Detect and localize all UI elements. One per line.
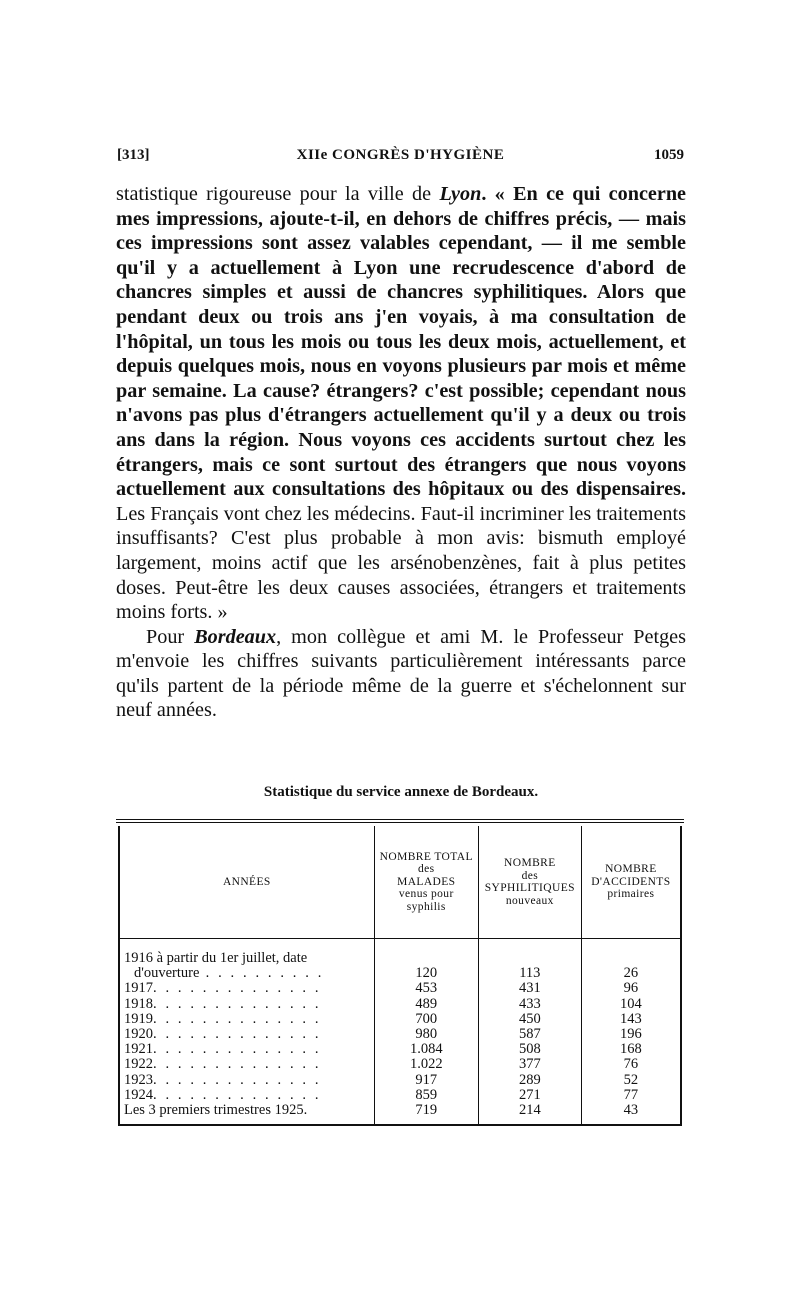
syph-cell: 289 bbox=[478, 1073, 581, 1088]
syph-cell: 508 bbox=[478, 1042, 581, 1057]
table-title: Statistique du service annexe de Bordeaux. bbox=[263, 784, 539, 800]
syph-cell: 113 bbox=[478, 939, 581, 982]
total-cell: 917 bbox=[374, 1073, 478, 1088]
year-cell: 1916 à partir du 1er juillet, date d'ouverture . . . . . . . . . . bbox=[119, 939, 374, 982]
table-row bbox=[119, 1103, 681, 1125]
year-cell: 1918. . . . . . . . . . . . . . bbox=[119, 997, 374, 1012]
prim-cell: 143 bbox=[581, 1012, 681, 1027]
city-lyon: Lyon bbox=[439, 183, 482, 205]
prim-cell: 76 bbox=[581, 1057, 681, 1072]
body-text bbox=[116, 182, 686, 723]
prim-cell: 196 bbox=[581, 1027, 681, 1042]
prim-cell: 77 bbox=[581, 1088, 681, 1103]
total-cell: 489 bbox=[374, 997, 478, 1012]
syph-cell: 214 bbox=[478, 1103, 581, 1125]
paragraph-bordeaux: Pour Bordeaux, mon collègue et ami M. le Professeur Petges m'envoie les chiffres suivants particulièrement intéressants parce qu'ils partent de la période même de la guerre et s'échelonnent sur neuf années. bbox=[116, 625, 686, 722]
quote-light-part: Les Français vont chez les médecins. Faut-il incriminer les traitements insuffisants? C'est plus probable à mon avis: bismuth employé largement, moins actif que les arsénobenzènes, fait à plus petites doses. Peut-être les deux causes associées, étrangers et traitements moins forts. » bbox=[116, 502, 686, 624]
table-row bbox=[119, 939, 681, 982]
section-number: [313] bbox=[117, 147, 150, 163]
table-row bbox=[119, 1027, 681, 1042]
total-cell: 700 bbox=[374, 1012, 478, 1027]
table-row bbox=[119, 981, 681, 996]
table-top-rule-inner bbox=[116, 822, 684, 823]
header-total-patients: NOMBRE TOTAL des MALADES venus pour syphilis bbox=[374, 826, 478, 939]
total-cell: 1.084 bbox=[374, 1042, 478, 1057]
table-row bbox=[119, 1057, 681, 1072]
syph-cell: 431 bbox=[478, 981, 581, 996]
header-new-syphilitics: NOMBRE des SYPHILITIQUES nouveaux bbox=[478, 826, 581, 939]
stat-table bbox=[118, 826, 682, 1126]
syph-cell: 377 bbox=[478, 1057, 581, 1072]
year-cell: 1922. . . . . . . . . . . . . . bbox=[119, 1057, 374, 1072]
year-cell: 1921. . . . . . . . . . . . . . bbox=[119, 1042, 374, 1057]
total-cell: 859 bbox=[374, 1088, 478, 1103]
table-top-rule bbox=[116, 819, 684, 820]
total-cell: 453 bbox=[374, 981, 478, 996]
prim-cell: 26 bbox=[581, 939, 681, 982]
running-header bbox=[117, 147, 684, 169]
year-cell: 1917. . . . . . . . . . . . . . bbox=[119, 981, 374, 996]
table-row bbox=[119, 997, 681, 1012]
year-cell: 1919. . . . . . . . . . . . . . bbox=[119, 1012, 374, 1027]
table-row bbox=[119, 1042, 681, 1057]
header-primary-accidents: NOMBRE D'ACCIDENTS primaires bbox=[581, 826, 681, 939]
header-years: ANNÉES bbox=[119, 826, 374, 939]
table-row bbox=[119, 1073, 681, 1088]
table-row bbox=[119, 1088, 681, 1103]
total-cell: 719 bbox=[374, 1103, 478, 1125]
syph-cell: 433 bbox=[478, 997, 581, 1012]
syph-cell: 271 bbox=[478, 1088, 581, 1103]
table-row bbox=[119, 1012, 681, 1027]
paragraph-lyon: statistique rigoureuse pour la ville de Lyon. « En ce qui concerne mes impressions, ajoute-t-il, en dehors de chiffres précis, — mais ces impressions sont assez valables cependant, — il me semble qu'il y a actuellement à Lyon une recrudescence d'abord de chancres simples et aussi de chancres syphilitiques. Alors que pendant deux ou trois ans j'en voyais, à ma consultation de l'hôpital, un tous les mois ou tous les deux mois, actuellement, et depuis quelques mois, nous en voyons plusieurs par mois et même par semaine. La cause? étrangers? c'est possible; cependant nous n'avons pas plus d'étrangers actuellement qu'il y a deux ou trois ans dans la région. Nous voyons ces accidents surtout chez les étrangers, mais ce sont surtout des étrangers que nous voyons actuellement aux consultations des hôpitaux ou des dispensaires. Les Français vont chez les médecins. Faut-il incriminer les traitements insuffisants? C'est plus probable à mon avis: bismuth employé largement, moins actif que les arsénobenzènes, fait à plus petites doses. Peut-être les deux causes associées, étrangers et traitements moins forts. » bbox=[116, 183, 687, 624]
page-number: 1059 bbox=[654, 147, 684, 163]
year-cell: 1923. . . . . . . . . . . . . . bbox=[119, 1073, 374, 1088]
prim-cell: 52 bbox=[581, 1073, 681, 1088]
total-cell: 980 bbox=[374, 1027, 478, 1042]
prim-cell: 43 bbox=[581, 1103, 681, 1125]
prim-cell: 168 bbox=[581, 1042, 681, 1057]
year-cell: 1924. . . . . . . . . . . . . . bbox=[119, 1088, 374, 1103]
prim-cell: 104 bbox=[581, 997, 681, 1012]
prim-cell: 96 bbox=[581, 981, 681, 996]
syph-cell: 450 bbox=[478, 1012, 581, 1027]
total-cell: 1.022 bbox=[374, 1057, 478, 1072]
statistics-table bbox=[116, 819, 684, 1151]
total-cell: 120 bbox=[374, 939, 478, 982]
quote-bold-part: . « En ce qui concerne mes impressions, ajoute-t-il, en dehors de chiffres précis, — mais ces impressions sont assez valables cependant, — il me semble qu'il y a actuellement à Lyon une recrudescence d'abord de chancres simples et aussi de chancres syphilitiques. Alors que pendant deux ou trois ans j'en voyais, à ma consultation de l'hôpital, un tous les mois ou tous les deux mois, actuellement, et depuis quelques mois, nous en voyons plusieurs par mois et même par semaine. La cause? étrangers? c'est possible; cependant nous n'avons pas plus d'étrangers actuellement qu'il y a deux ou trois ans dans la région. Nous voyons ces accidents surtout chez les étrangers, mais ce sont surtout des étrangers que nous voyons actuellement aux consultations des hôpitaux ou des dispensaires. bbox=[116, 183, 687, 501]
syph-cell: 587 bbox=[478, 1027, 581, 1042]
year-cell: Les 3 premiers trimestres 1925. bbox=[119, 1103, 374, 1125]
running-title: XIIe CONGRÈS D'HYGIÈNE bbox=[296, 147, 505, 163]
year-cell: 1920. . . . . . . . . . . . . . bbox=[119, 1027, 374, 1042]
city-bordeaux: Bordeaux bbox=[194, 625, 277, 648]
